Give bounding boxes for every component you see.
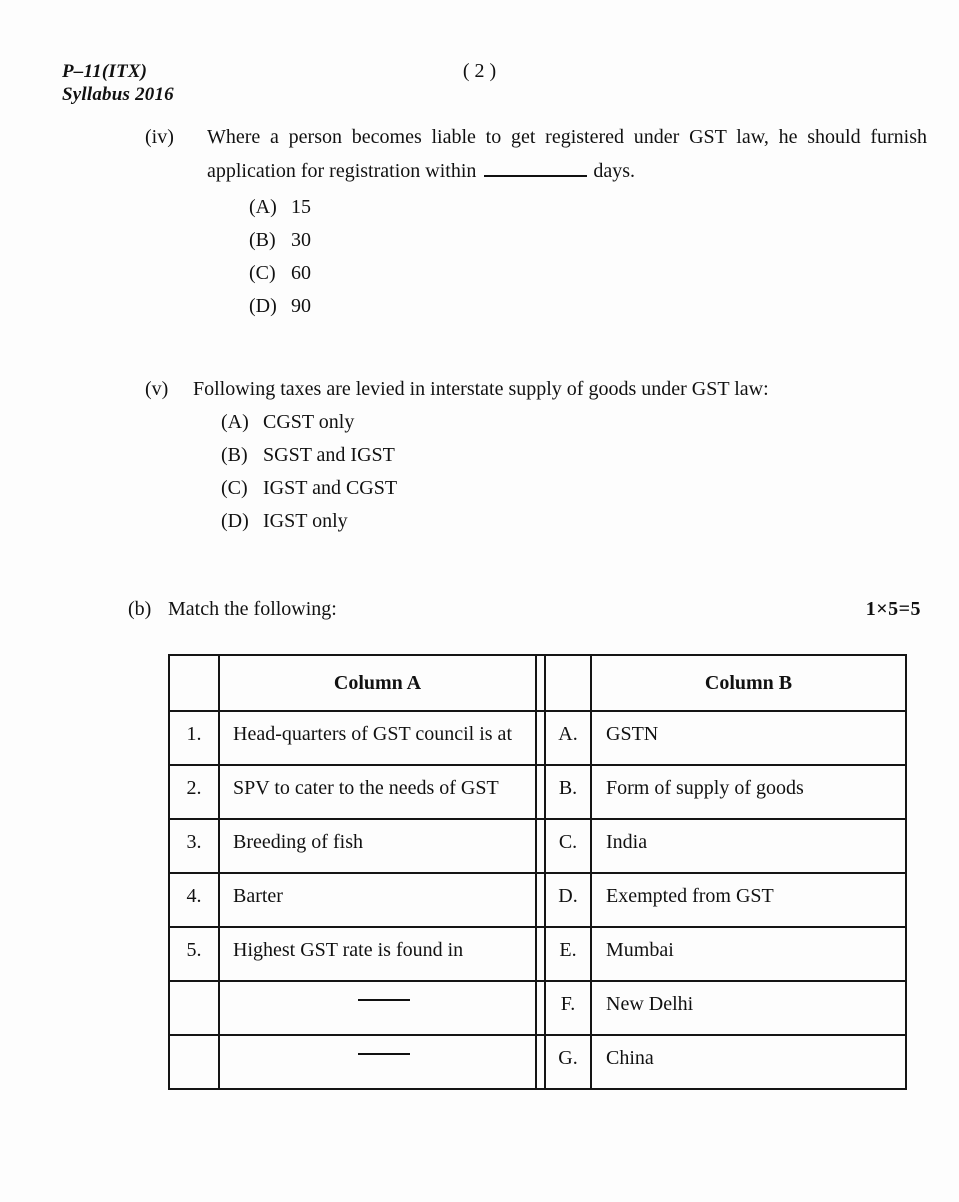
col-b-item: India [591,819,906,873]
part-b-label: (b) [128,598,152,620]
header-num-cell [169,655,219,711]
gap-cell [536,981,545,1035]
option-b: (B) 30 [249,229,311,251]
row-letter: C. [545,819,591,873]
col-b-item: Mumbai [591,927,906,981]
table-header-row [169,655,906,711]
option-c: (C) 60 [249,262,311,284]
col-b-item: Form of supply of goods [591,765,906,819]
row-number: 2. [169,765,219,819]
gap-cell [536,765,545,819]
row-number [169,1035,219,1089]
question-iv-options [207,196,927,328]
question-v-text: Following taxes are levied in interstate supply of goods under GST law: [193,378,769,400]
option-d: (D) IGST only [221,510,348,532]
col-b-item: Exempted from GST [591,873,906,927]
col-a-blank [219,1035,536,1089]
col-a-blank [219,981,536,1035]
col-a-item: Head-quarters of GST council is at [219,711,536,765]
option-b: (B) SGST and IGST [221,444,395,466]
option-a: (A) CGST only [221,411,355,433]
col-b-item: China [591,1035,906,1089]
table-row [169,765,906,819]
option-d: (D) 90 [249,295,311,317]
column-a-header: Column A [219,655,536,711]
row-number [169,981,219,1035]
table-row [169,873,906,927]
col-a-item: Breeding of fish [219,819,536,873]
row-letter: E. [545,927,591,981]
table-row [169,1035,906,1089]
table-row [169,711,906,765]
question-v-label: (v) [145,378,169,400]
row-number: 4. [169,873,219,927]
question-iv-label: (iv) [145,126,174,148]
question-iv-line1: Where a person becomes liable to get registered under GST law, he should furnish [207,126,927,148]
table-row [169,819,906,873]
table-row [169,927,906,981]
header-letter-cell [545,655,591,711]
gap-cell [536,655,545,711]
option-a: (A) 15 [249,196,311,218]
col-a-item: Highest GST rate is found in [219,927,536,981]
row-number: 1. [169,711,219,765]
row-letter: B. [545,765,591,819]
question-v [145,378,927,543]
row-number: 3. [169,819,219,873]
row-letter: A. [545,711,591,765]
paper-code: P–11(ITX) [62,61,148,82]
gap-cell [536,927,545,981]
row-letter: G. [545,1035,591,1089]
page-number: ( 2 ) [462,60,497,82]
col-b-item: New Delhi [591,981,906,1035]
gap-cell [536,1035,545,1089]
fill-in-blank [484,159,587,177]
row-number: 5. [169,927,219,981]
syllabus-label: Syllabus 2016 [62,84,174,105]
gap-cell [536,873,545,927]
question-iv-line2: application for registration within days. [207,160,636,182]
row-letter: F. [545,981,591,1035]
col-a-item: Barter [219,873,536,927]
col-b-item: GSTN [591,711,906,765]
question-iv [145,124,927,328]
marks-allocation: 1×5=5 [865,598,921,620]
option-c: (C) IGST and CGST [221,477,398,499]
column-b-header: Column B [591,655,906,711]
part-b-heading [128,598,921,621]
table-row [169,981,906,1035]
blank-dash [358,999,410,1001]
gap-cell [536,711,545,765]
match-table [168,654,907,1090]
question-v-options [193,411,927,543]
part-b-title: Match the following: [168,598,337,620]
blank-dash [358,1053,410,1055]
gap-cell [536,819,545,873]
col-a-item: SPV to cater to the needs of GST [219,765,536,819]
row-letter: D. [545,873,591,927]
